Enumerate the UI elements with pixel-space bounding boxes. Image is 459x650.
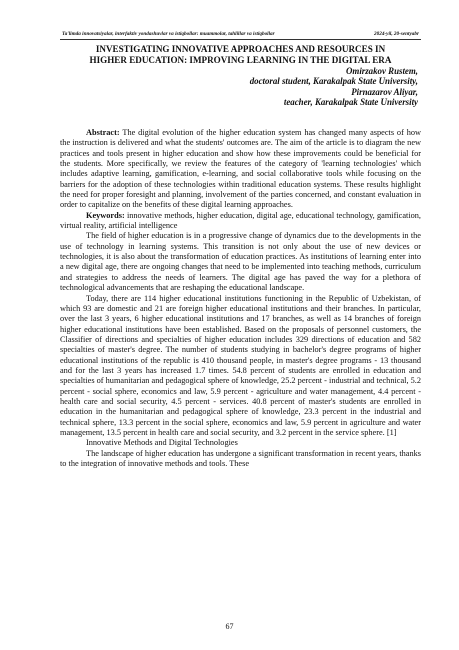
body-paragraph-1: The field of higher education is in a progressive change of dynamics due to the developments in the use of technology in learning systems. This transition is not only about the use of new devices or technologies, it is also about the transformation of education practices. As institutions of learning enter into a new digital age, there are ongoing changes that need to be implemented into teaching methods, curriculum and strategies to address the needs of learners. The digital age has paved the way for a plethora of technological advancements that are reshaping the educational landscape. [60,231,421,293]
journal-date: 2024-yil, 20-sentyabr [374,31,419,37]
journal-name: Ta'limda innovatsiyalar, interfaktiv yondashuvlar va istiqbollar: muammolar, tahlillar va istiqbollar [62,31,275,37]
article-title [60,44,421,65]
author-name-1: Omirzakov Rustem, [346,66,418,76]
author-affiliation-2: teacher, Karakalpak State University [283,96,418,107]
body-paragraph-3: The landscape of higher education has undergone a significant transformation in recent years, thanks to the integration of innovative methods and tools. These [60,448,421,468]
section-heading: Innovative Methods and Digital Technologies [86,438,238,448]
keywords-text: innovative methods, higher education, digital age, educational technology, gamification, virtual reality, artificial intelligence [60,210,421,231]
body-paragraph-2: Today, there are 114 higher educational institutions functioning in the Republic of Uzbekistan, of which 93 are domestic and 21 are foreign higher educational institutions and their branches. In particular, over the last 3 years, 6 higher educational institutions and 17 branches, as well as 14 branches of foreign higher educational institutions have been established. Based on the proposals of personnel customers, the Classifier of directions and specialties of higher education includes 329 directions of education and 582 specialties of master's degree. The number of students studying in bachelor's degree programs of higher educational institutions of the republic is 410 thousand people, in master's degree programs - 13 thousand and for the last 3 years has increased 1.7 times. 54.8 percent of students are enrolled in education and specialties of humanitarian and pedagogical sphere of knowledge, 25.2 percent - industrial and technical, 5.2 percent - social sphere, economics and law, 5.9 percent - agriculture and water management, 4.4 percent - health care and social security, 4.5 percent - services. 40.8 percent of master's students are enrolled in education in the humanitarian and pedagogical sphere of knowledge, 23.3 percent in the industrial and technical sphere, 13.3 percent in the social sphere, economics and law, 5.9 percent in agriculture and water management, 13.5 percent in health care and social security, and 3.2 percent in the service sphere. [1] [60,293,421,437]
running-header [62,31,419,37]
abstract-paragraph [60,128,421,211]
header-rule [60,39,421,40]
author-block [250,66,418,107]
abstract-text: The digital evolution of the higher education system has changed many aspects of how the instruction is delivered and what the students' outcomes are. The aim of the article is to diagram the new practices and tools present in higher education and show how these improvements could be beneficial for the students. More specifically, we review the features of the category of 'learning technologies' which includes adaptive learning, gamification, e-learning, and social collaborative tools while focusing on the barriers for the adoption of these technologies within traditional education systems. These results highlight the need for proper foresight and planning, involvement of the parties concerned, and constant evaluation in order to capitalize on the benefits of these digital learning approaches. [60,128,421,210]
page-number: 67 [225,622,234,631]
title-line-2: HIGHER EDUCATION: IMPROVING LEARNING IN THE DIGITAL ERA [89,54,392,65]
author-affiliation-1: doctoral student, Karakalpak State University, [249,76,418,87]
keywords-paragraph [60,211,421,232]
keywords-label: Keywords: [86,210,125,220]
article-body [60,128,421,469]
author-name-2: Pirnazarov Aliyar, [351,86,418,97]
abstract-label: Abstract: [86,128,120,137]
title-line-1: INVESTIGATING INNOVATIVE APPROACHES AND RESOURCES IN [95,44,386,54]
